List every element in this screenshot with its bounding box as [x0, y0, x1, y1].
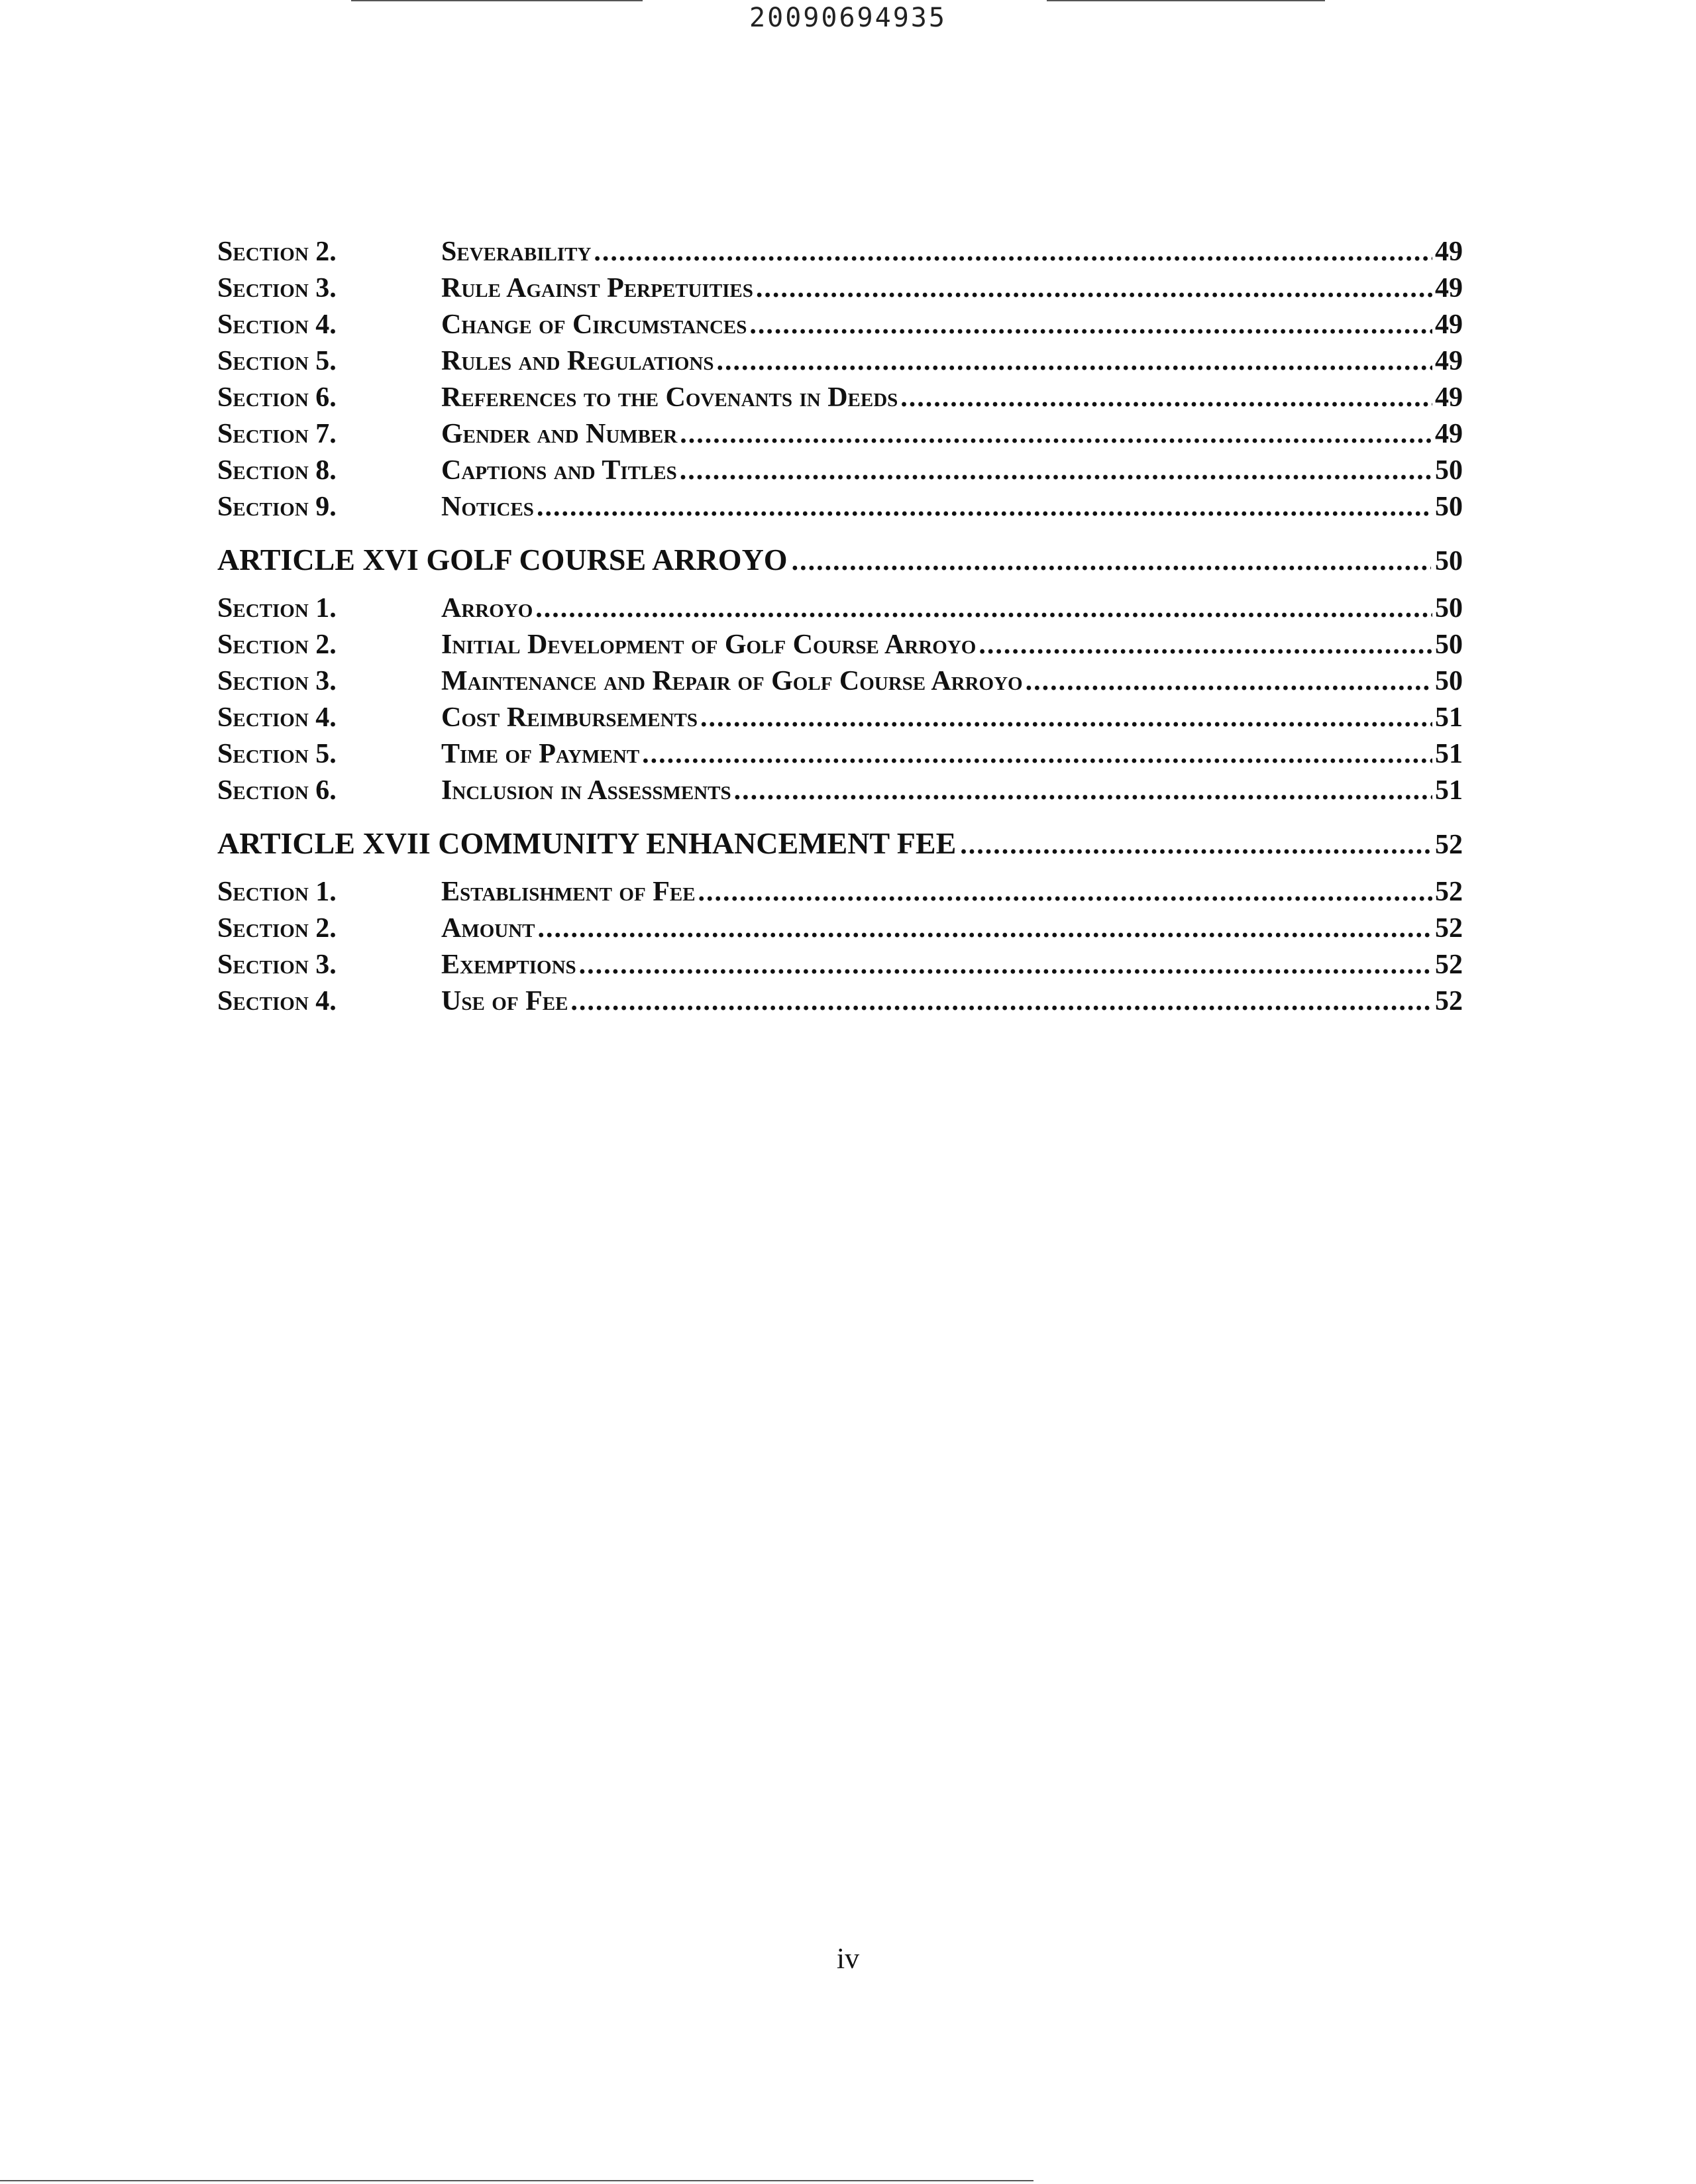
section-title: Initial Development of Golf Course Arroyo [441, 629, 977, 660]
section-title: Establishment of Fee [441, 877, 696, 907]
section-label: Section 4. [217, 702, 337, 733]
page-number: 52 [1435, 950, 1463, 980]
section-label: Section 3. [217, 950, 337, 980]
section-label: Section 4. [217, 986, 337, 1016]
section-title: Exemptions [441, 950, 576, 980]
section-label: Section 3. [217, 666, 337, 696]
page-number: 49 [1435, 237, 1463, 267]
section-label: Section 7. [217, 419, 337, 449]
toc-entry [217, 702, 1463, 738]
scan-line-bottom [0, 2180, 1034, 2181]
section-label: Section 6. [217, 382, 337, 413]
section-title: References to the Covenants in Deeds [441, 382, 898, 413]
dot-leader [716, 345, 1432, 377]
page-number: 50 [1435, 629, 1463, 660]
toc-section-group-2 [217, 592, 1463, 811]
section-title: Gender and Number [441, 419, 678, 449]
section-title: Arroyo [441, 593, 533, 624]
toc-entry [217, 775, 1463, 811]
section-label: Section 4. [217, 309, 337, 340]
dot-leader [979, 629, 1432, 661]
toc-entry [217, 345, 1463, 382]
dot-leader [734, 775, 1432, 806]
page-number-footer: iv [836, 1942, 860, 1975]
dot-leader [537, 491, 1432, 523]
toc-entry [217, 592, 1463, 629]
dot-leader [680, 418, 1432, 450]
toc-entry [217, 629, 1463, 665]
page-number: 50 [1435, 666, 1463, 696]
page-number: 50 [1435, 492, 1463, 522]
dot-leader [535, 592, 1432, 624]
article-title: ARTICLE XVI GOLF COURSE ARROYO [217, 543, 788, 576]
toc-entry [217, 455, 1463, 491]
section-label: Section 2. [217, 237, 337, 267]
scan-line-top-right [1047, 0, 1325, 1]
section-title: Captions and Titles [441, 455, 677, 486]
toc-entry [217, 382, 1463, 418]
section-label: Section 6. [217, 775, 337, 806]
page-number: 50 [1435, 593, 1463, 624]
page-number: 49 [1435, 273, 1463, 303]
section-title: Time of Payment [441, 739, 640, 769]
section-title: Inclusion in Assessments [441, 775, 731, 806]
dot-leader [960, 829, 1431, 861]
dot-leader [900, 382, 1432, 413]
page-number: 51 [1435, 702, 1463, 733]
section-label: Section 1. [217, 877, 337, 907]
section-title: Change of Circumstances [441, 309, 747, 340]
toc-entry [217, 876, 1463, 912]
page-number: 49 [1435, 309, 1463, 340]
dot-leader [642, 738, 1432, 770]
section-title: Severability [441, 237, 592, 267]
section-title: Rule Against Perpetuities [441, 273, 753, 303]
page-number: 51 [1435, 775, 1463, 806]
dot-leader [749, 309, 1432, 341]
section-label: Section 8. [217, 455, 337, 486]
dot-leader [700, 702, 1432, 734]
toc-entry [217, 309, 1463, 345]
section-label: Section 9. [217, 492, 337, 522]
section-label: Section 2. [217, 629, 337, 660]
page-number: 51 [1435, 739, 1463, 769]
section-label: Section 2. [217, 913, 337, 944]
page-number: 49 [1435, 419, 1463, 449]
dot-leader [594, 236, 1432, 268]
section-label: Section 5. [217, 739, 337, 769]
section-label: Section 1. [217, 593, 337, 624]
dot-leader [698, 876, 1432, 908]
table-of-contents [217, 236, 1463, 1022]
section-title: Rules and Regulations [441, 346, 714, 376]
page-number: 50 [1435, 546, 1463, 576]
section-label: Section 5. [217, 346, 337, 376]
page-number: 52 [1435, 877, 1463, 907]
dot-leader [792, 545, 1431, 577]
section-title: Amount [441, 913, 535, 944]
dot-leader [570, 985, 1432, 1017]
dot-leader [1026, 665, 1432, 697]
page-number: 52 [1435, 830, 1463, 860]
page-number: 52 [1435, 913, 1463, 944]
dot-leader [579, 949, 1432, 981]
scan-line-top-left [351, 0, 643, 1]
toc-section-group-1 [217, 236, 1463, 527]
page-number: 49 [1435, 382, 1463, 413]
section-title: Notices [441, 492, 534, 522]
toc-article-xvii [217, 826, 1463, 863]
toc-entry [217, 491, 1463, 527]
section-label: Section 3. [217, 273, 337, 303]
toc-article-xvi [217, 542, 1463, 579]
toc-entry [217, 738, 1463, 775]
section-title: Use of Fee [441, 986, 568, 1016]
toc-entry [217, 985, 1463, 1022]
section-title: Cost Reimbursements [441, 702, 698, 733]
article-title: ARTICLE XVII COMMUNITY ENHANCEMENT FEE [217, 826, 957, 860]
toc-entry [217, 665, 1463, 702]
toc-entry [217, 236, 1463, 272]
toc-entry [217, 949, 1463, 985]
dot-leader [538, 912, 1433, 944]
dot-leader [756, 272, 1432, 304]
toc-entry [217, 912, 1463, 949]
document-number: 20090694935 [749, 3, 947, 33]
toc-section-group-3 [217, 876, 1463, 1022]
toc-entry [217, 272, 1463, 309]
section-title: Maintenance and Repair of Golf Course Arroyo [441, 666, 1023, 696]
dot-leader [680, 455, 1432, 486]
page-number: 52 [1435, 986, 1463, 1016]
page-number: 49 [1435, 346, 1463, 376]
toc-entry [217, 418, 1463, 455]
page-number: 50 [1435, 455, 1463, 486]
